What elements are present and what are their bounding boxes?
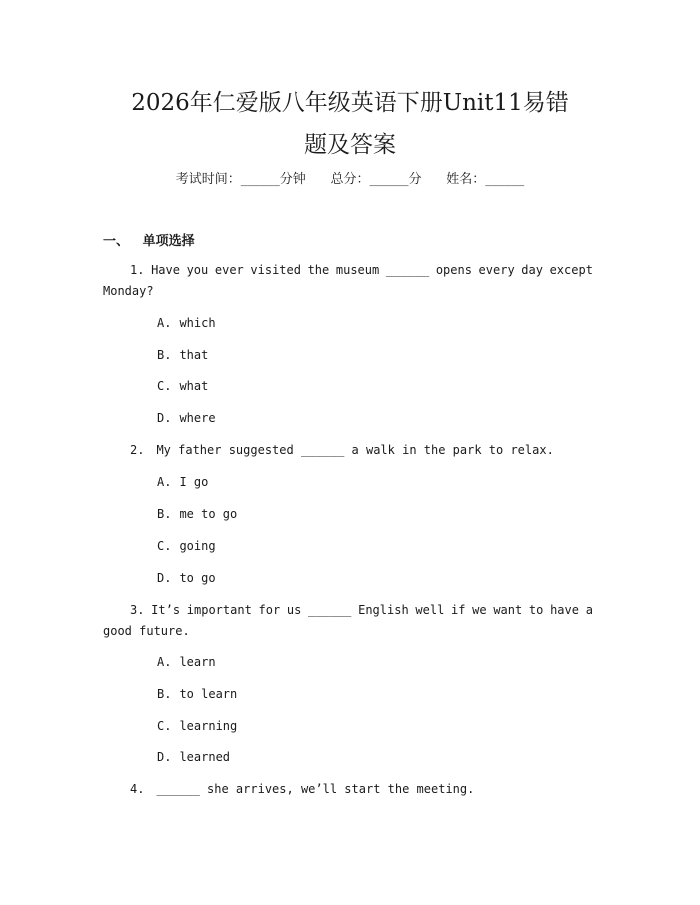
option-text: what xyxy=(179,379,209,393)
word: ever xyxy=(214,263,244,277)
option-letter: C. xyxy=(157,719,172,733)
option-letter: A. xyxy=(157,316,172,330)
option-text: which xyxy=(179,316,216,330)
word: have xyxy=(550,603,579,617)
option-letter: C. xyxy=(157,379,172,393)
word: want xyxy=(493,603,523,617)
question-4-line-1 xyxy=(103,779,593,800)
word: every xyxy=(478,263,515,277)
option-1d xyxy=(157,409,216,427)
word: a xyxy=(585,603,593,617)
option-letter: A. xyxy=(157,475,172,489)
word: if xyxy=(451,603,466,617)
option-letter: B. xyxy=(157,687,172,701)
option-text: where xyxy=(179,411,216,425)
question-3-line-2: good future. xyxy=(103,624,190,638)
word: for xyxy=(258,603,281,617)
word: English xyxy=(358,603,409,617)
option-2c xyxy=(157,537,216,555)
question-3 xyxy=(103,600,593,642)
option-3d xyxy=(157,748,230,766)
section-heading: 一、 单项选择 xyxy=(103,234,195,249)
word: opens xyxy=(435,263,472,277)
question-1-line-1 xyxy=(103,260,593,281)
title-line-2: 题及答案 xyxy=(304,132,396,158)
word: well xyxy=(415,603,445,617)
question-1-line-2: Monday? xyxy=(103,284,154,298)
document-title xyxy=(60,82,640,166)
option-text: that xyxy=(179,348,209,362)
question-number: 3. xyxy=(130,603,145,617)
answer-blank: ______ xyxy=(385,263,430,277)
question-3-line-1 xyxy=(103,600,593,621)
word: except xyxy=(549,263,593,277)
option-text: going xyxy=(179,539,216,553)
word: visited xyxy=(250,263,301,277)
option-2b xyxy=(157,505,237,523)
word: important xyxy=(186,603,252,617)
option-3b xyxy=(157,685,237,703)
word: we xyxy=(472,603,487,617)
option-letter: D. xyxy=(157,571,172,585)
title-line-1: 2026年仁爱版八年级英语下册Unit11易错 xyxy=(131,90,569,116)
word: Have xyxy=(151,263,180,277)
question-stem: ______ she arrives, we’ll start the meeting. xyxy=(156,782,475,796)
exam-info-line: 考试时间：______分钟 总分：______分 姓名：______ xyxy=(175,172,525,187)
option-letter: A. xyxy=(157,655,172,669)
option-1a xyxy=(157,314,216,332)
option-letter: B. xyxy=(157,507,172,521)
word: us xyxy=(286,603,302,617)
option-1c xyxy=(157,377,208,395)
option-text: learning xyxy=(179,719,238,733)
option-text: I go xyxy=(179,475,209,489)
word: day xyxy=(521,263,543,277)
option-2d xyxy=(157,569,216,587)
option-text: learned xyxy=(179,750,231,764)
question-2 xyxy=(103,440,593,461)
option-text: to learn xyxy=(179,687,238,701)
question-4 xyxy=(103,779,593,800)
option-letter: D. xyxy=(157,411,172,425)
option-2a xyxy=(157,473,208,491)
word: to xyxy=(528,603,544,617)
option-letter: C. xyxy=(157,539,172,553)
question-number: 4. xyxy=(130,782,145,796)
word: the xyxy=(307,263,330,277)
question-number: 1. xyxy=(130,263,145,277)
answer-blank: ______ xyxy=(308,603,352,617)
option-3a xyxy=(157,653,216,671)
question-number: 2. xyxy=(130,443,145,457)
question-stem: My father suggested ______ a walk in the park to relax. xyxy=(156,443,554,457)
question-2-line-1 xyxy=(103,440,593,461)
option-text: to go xyxy=(179,571,216,585)
word: It’s xyxy=(151,603,181,617)
option-text: me to go xyxy=(179,507,238,521)
word: you xyxy=(186,263,209,277)
option-letter: B. xyxy=(157,348,172,362)
option-3c xyxy=(157,717,237,735)
option-text: learn xyxy=(179,655,216,669)
option-1b xyxy=(157,346,208,364)
question-1 xyxy=(103,260,593,302)
option-letter: D. xyxy=(157,750,172,764)
word: museum xyxy=(335,263,380,277)
